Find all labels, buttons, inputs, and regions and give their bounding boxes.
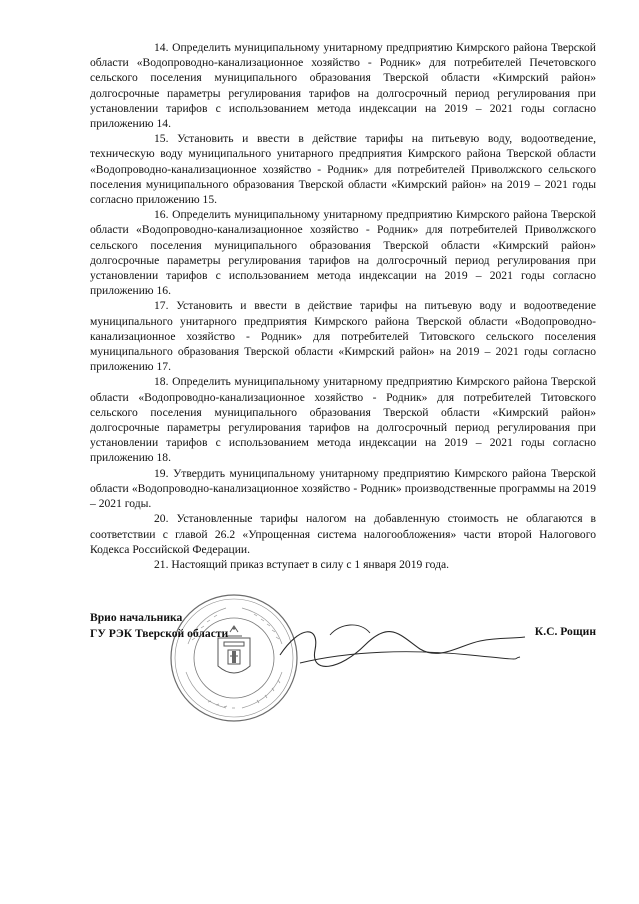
paragraph-number: 20. [154,512,169,526]
paragraph-number: 19. [154,466,169,480]
paragraph-number: 21. [154,557,169,571]
paragraph-text: Установить и ввести в действие тарифы на питьевую воду и водоотведение муниципального унитарного предприятия Кимрского района Тверской области «Водопроводно-канализационное хозяйство - Родник» для потребителей Титовского сельского поселения муниципального образования Тверской области «Кимрский район» на 2019 – 2021 годы согласно приложению 17. [90,299,596,374]
signatory-name: К.С. Рощин [534,625,596,638]
paragraph-text: Определить муниципальному унитарному предприятию Кимрского района Тверской области «Водопроводно-канализационное хозяйство - Родник» для потребителей Приволжского сельского поселения муниципального образования Тверской области «Кимрский район» долгосрочные параметры регулирования тарифов на долгосрочный период регулирования при установлении тарифов с использованием метода индексации на 2019 – 2021 годы согласно приложению 16. [90,208,596,298]
paragraph-number: 15. [154,132,169,146]
paragraph-19 [90,466,596,512]
paragraph-text: Определить муниципальному унитарному предприятию Кимрского района Тверской области «Водопроводно-канализационное хозяйство - Родник» для потребителей Титовского сельского поселения муниципального образования Тверской области «Кимрский район» долгосрочные параметры регулирования тарифов на долгосрочный период регулирования при установлении тарифов с использованием метода индексации на 2019 – 2021 годы согласно приложению 18. [90,375,596,465]
signature-block [90,610,596,730]
paragraph-number: 14. [154,41,169,54]
paragraph-16 [90,207,596,298]
paragraph-17 [90,298,596,374]
paragraph-text: Определить муниципальному унитарному предприятию Кимрского района Тверской области «Водопроводно-канализационное хозяйство - Родник» для потребителей Печетовского сельского поселения муниципального образования Тверской области «Кимрский район» долгосрочные параметры регулирования тарифов на долгосрочный период регулирования при установлении тарифов с использованием метода индексации на 2019 – 2021 годы согласно приложению 14. [90,41,596,131]
paragraph-text: Установить и ввести в действие тарифы на питьевую воду, водоотведение, техническую воду муниципального унитарного предприятия Кимрского района Тверской области «Водопроводно-канализационное хозяйство - Родник» для потребителей Приволжского сельского поселения муниципального образования Тверской области «Кимрский район» на 2019 – 2021 годы согласно приложению 15. [90,132,596,207]
paragraph-21 [90,557,596,572]
position-line-1: Врио начальника [90,611,183,624]
paragraph-text: Настоящий приказ вступает в силу с 1 января 2019 года. [171,557,450,571]
paragraph-15 [90,131,596,207]
paragraph-20 [90,511,596,557]
paragraph-14 [90,40,596,131]
paragraph-18 [90,374,596,465]
signatory-position [90,610,228,641]
paragraph-number: 18. [154,375,169,389]
document-body [90,40,596,572]
paragraph-text: Установленные тарифы налогом на добавленную стоимость не облагаются в соответствии с главой 26.2 «Упрощенная система налогообложения» части второй Налогового Кодекса Российской Федерации. [90,512,597,556]
handwritten-signature [270,615,530,675]
paragraph-text: Утвердить муниципальному унитарному предприятию Кимрского района Тверской области «Водопроводно-канализационное хозяйство - Родник» производственные программы на 2019 – 2021 годы. [90,466,596,511]
paragraph-number: 17. [154,299,169,313]
paragraph-number: 16. [154,208,169,222]
position-line-2: ГУ РЭК Тверской области [90,626,229,640]
